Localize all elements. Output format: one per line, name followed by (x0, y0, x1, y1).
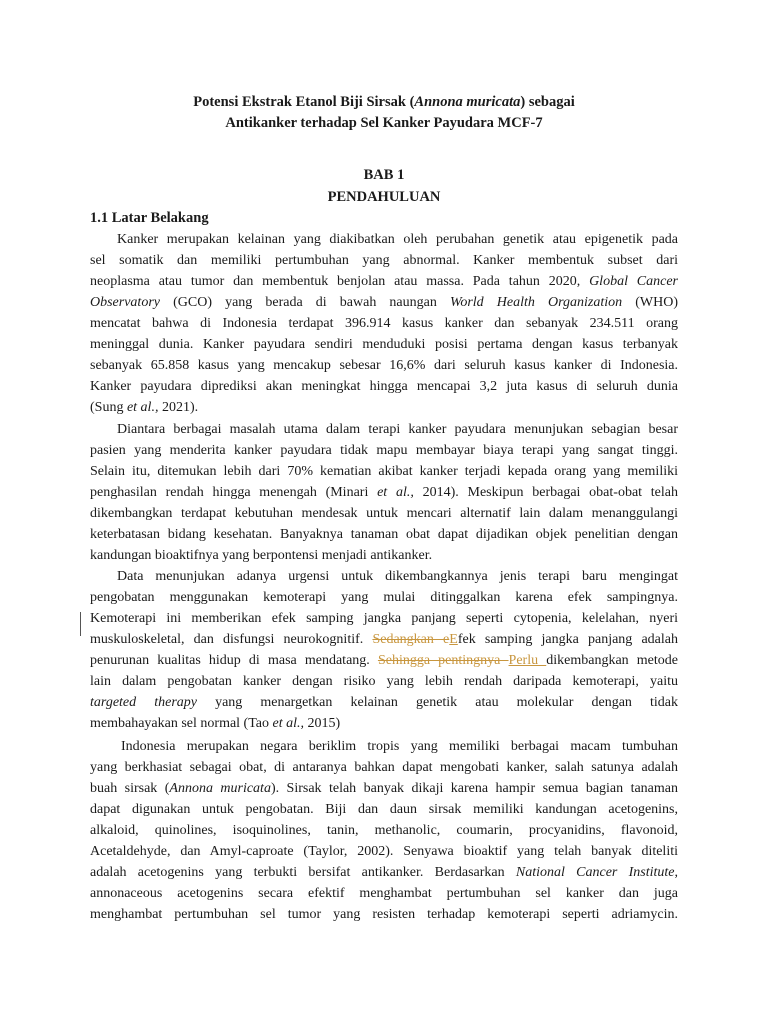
paragraph-line: annonaceous acetogenins secara efektif menghambat pertumbuhan sel kanker dan juga (90, 886, 678, 901)
paragraph-line: Data menunjukan adanya urgensi untuk dikembangkannya jenis terapi baru mengingat (117, 569, 678, 584)
paragraph-line: buah sirsak (Annona muricata). Sirsak telah banyak dikaji karena hampir semua bagian tanaman (90, 781, 678, 796)
paragraph-line: keterbatasan bidang kesehatan. Banyaknya tanaman obat dapat dijadikan objek penelitian dengan (90, 527, 678, 542)
paragraph-line: pasien yang menderita kanker payudara tidak mapu membayar biaya terapi yang sangat tinggi. (90, 443, 678, 458)
title-text: ) sebagai (520, 94, 575, 110)
document-title-line-1 (0, 93, 768, 111)
paragraph-line: muskuloskeletal, dan disfungsi neurokognitif. Sedangkan eEfek samping jangka panjang adalah (90, 632, 678, 647)
paragraph-line: (Sung et al., 2021). (90, 400, 199, 415)
paragraph-line: Kanker payudara diprediksi akan meningkat hingga mencapai 3,2 juta kasus di seluruh dunia (90, 379, 678, 394)
chapter-number: BAB 1 (363, 167, 405, 183)
paragraph-line: dikembangkan terdapat kebutuhan mendesak untuk mencari alternatif lain dalam menanggulangi (90, 506, 678, 521)
tracked-deletion[interactable]: Sedangkan e (372, 632, 450, 647)
tracked-deletion[interactable]: Sehingga pentingnya (377, 653, 509, 668)
paragraph-line: pengobatan menggunakan kemoterapi yang mulai ditinggalkan karena efek sampingnya. (90, 590, 678, 605)
paragraph-line: penghasilan rendah hingga menengah (Minari et al., 2014). Meskipun berbagai obat-obat telah (90, 485, 679, 500)
paragraph-line: sebanyak 65.858 kasus yang mencakup sebesar 16,6% dari seluruh kasus kanker di Indonesia. (90, 358, 678, 373)
paragraph-line: lain dalam pengobatan kanker dengan risiko yang lebih rendah daripada kemoterapi, yaitu (90, 674, 678, 689)
paragraph-line: menghambat pertumbuhan sel tumor yang resisten terhadap kemoterapi seperti adriamycin. (90, 907, 678, 922)
paragraph-line: yang berkhasiat sebagai obat, di antaranya bahkan dapat mengobati kanker, salah satunya adalah (90, 760, 678, 775)
tracked-insertion[interactable]: Perlu (508, 653, 547, 668)
paragraph-line: mencatat bahwa di Indonesia terdapat 396.914 kasus kanker dan sebanyak 234.511 orang (90, 316, 678, 331)
paragraph-line: membahayakan sel normal (Tao et al., 2015) (90, 716, 341, 731)
paragraph-line: alkaloid, quinolines, isoquinolines, tanin, methanolic, coumarin, procyanidins, flavonoid, (90, 823, 678, 838)
tracked-change-bar (80, 612, 81, 636)
section-heading: 1.1 Latar Belakang (90, 210, 209, 226)
title-text: Potensi Ekstrak Etanol Biji Sirsak ( (193, 94, 415, 110)
paragraph-line: Observatory (GCO) yang berada di bawah naungan World Health Organization (WHO) (90, 295, 678, 310)
paragraph-line: penurunan kualitas hidup di masa mendatang. Sehingga pentingnya Perlu dikembangkan metode (90, 653, 678, 668)
paragraph-line: targeted therapy yang menargetkan kelainan genetik atau molekular dengan tidak (90, 695, 678, 710)
paragraph-line: Kanker merupakan kelainan yang diakibatkan oleh perubahan genetik atau epigenetik pada (117, 232, 678, 247)
paragraph-line: adalah acetogenins yang terbukti bersifat antikanker. Berdasarkan National Cancer Institute, (90, 865, 678, 880)
paragraph-line: sel somatik dan memiliki pertumbuhan yang abnormal. Kanker membentuk subset dari (90, 253, 678, 268)
paragraph-line: meninggal dunia. Kanker payudara sendiri menduduki posisi pertama dengan kasus terbanyak (90, 337, 678, 352)
tracked-insertion[interactable]: E (449, 632, 458, 647)
title-species-name: Annona muricata (414, 94, 521, 110)
paragraph-line: Kemoterapi ini memberikan efek samping jangka panjang seperti cytopenia, kelelahan, nyeri (90, 611, 678, 626)
document-title-line-2: Antikanker terhadap Sel Kanker Payudara MCF-7 (225, 115, 543, 131)
paragraph-line: Indonesia merupakan negara beriklim tropis yang memiliki berbagai macam tumbuhan (121, 739, 678, 754)
paragraph-line: dapat digunakan untuk pengobatan. Biji dan daun sirsak memiliki kandungan acetogenins, (90, 802, 678, 817)
paragraph-line: neoplasma atau tumor dan membentuk benjolan atau massa. Pada tahun 2020, Global Cancer (90, 274, 678, 289)
paragraph-line: Acetaldehyde, dan Amyl-caproate (Taylor, 2002). Senyawa bioaktif yang telah banyak diteliti (90, 844, 678, 859)
paragraph-line: Diantara berbagai masalah utama dalam terapi kanker payudara menunjukan sebagian besar (117, 422, 678, 437)
paragraph-line: Selain itu, ditemukan lebih dari 70% kematian akibat kanker terjadi kepada orang yang memiliki (90, 464, 678, 479)
chapter-title: PENDAHULUAN (327, 189, 441, 205)
paragraph-line: kandungan bioaktifnya yang berpontensi menjadi antikanker. (90, 548, 433, 563)
